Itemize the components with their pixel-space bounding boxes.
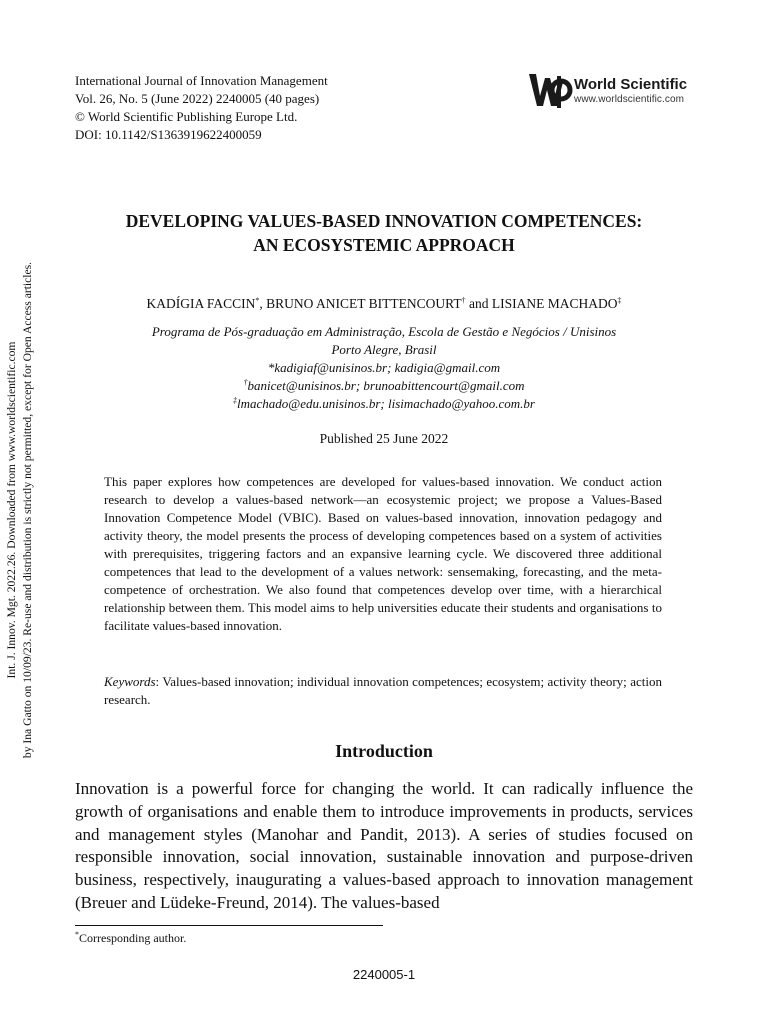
email-text: banicet@unisinos.br; brunoabittencourt@gmail.com — [247, 378, 525, 393]
affiliation-line-2: Porto Alegre, Brasil — [331, 342, 437, 357]
email-line: *kadigiaf@unisinos.br; kadigia@gmail.com — [267, 360, 501, 375]
footnote-divider — [75, 925, 383, 926]
footnote-text: Corresponding author. — [79, 931, 187, 945]
section-heading: Introduction — [335, 741, 433, 761]
download-watermark-line-1: Int. J. Innov. Mgt. 2022.26. Downloaded from www.worldscientific.com — [5, 341, 18, 679]
affiliation — [60, 323, 708, 359]
paper-title-line-1: DEVELOPING VALUES-BASED INNOVATION COMPETENCES: — [125, 211, 643, 231]
world-scientific-logo — [527, 70, 697, 110]
journal-name: International Journal of Innovation Management — [75, 73, 328, 88]
download-watermark — [4, 250, 52, 770]
keywords — [104, 673, 662, 709]
footnote — [75, 931, 186, 946]
author-separator: and — [465, 296, 492, 311]
journal-doi: DOI: 10.1142/S1363919622400059 — [75, 127, 262, 142]
email-mark: † — [243, 378, 248, 387]
world-scientific-logo-icon — [527, 70, 573, 110]
author-emails — [60, 359, 708, 413]
author-name: LISIANE MACHADO — [491, 296, 618, 311]
keywords-text: : Values-based innovation; individual innovation competences; ecosystem; activity theory; action research. — [104, 674, 662, 707]
publisher-name: World Scientific — [574, 76, 688, 93]
footnote-mark: * — [75, 930, 79, 939]
paper-title-line-2: AN ECOSYSTEMIC APPROACH — [253, 235, 515, 255]
abstract: This paper explores how competences are developed for values-based innovation. We conduct action research to develop a values-based network—an ecosystemic project; we propose a Values-Based Innovation Competence Model (VBIC). Based on values-based innovation, innovation pedagogy and activity theory, the model presents the process of developing competences based on a system of activities with prerequisites, triggering factors and an expansive learning cycle. We discovered three additional competences that lead to the development of a values network: sensemaking, forecasting, and the meta-competence of orchestration. We also found that competences develop over time, with a hierarchical relationship between them. This model aims to help universities educate their students and organisations to facilitate values-based innovation. — [104, 474, 662, 633]
author-separator: , — [259, 296, 267, 311]
journal-copyright: © World Scientific Publishing Europe Ltd. — [75, 109, 298, 124]
email-text: lmachado@edu.unisinos.br; lisimachado@yahoo.com.br — [237, 396, 535, 411]
email-line — [60, 395, 708, 413]
paper-title — [60, 209, 708, 257]
author-mark: † — [461, 296, 466, 305]
journal-volume: Vol. 26, No. 5 (June 2022) 2240005 (40 pages) — [75, 91, 320, 106]
author-mark: * — [255, 296, 260, 305]
publisher-url: www.worldscientific.com — [574, 94, 685, 105]
publication-date: Published 25 June 2022 — [319, 431, 449, 446]
author-name: BRUNO ANICET BITTENCOURT — [266, 296, 462, 311]
journal-info — [75, 72, 328, 144]
page-number: 2240005-1 — [352, 967, 416, 982]
author-mark: ‡ — [617, 296, 622, 305]
author-list — [60, 296, 708, 312]
email-mark: ‡ — [233, 396, 237, 405]
affiliation-line-1: Programa de Pós-graduação em Administração, Escola de Gestão e Negócios / Unisinos — [151, 324, 617, 339]
body-paragraph: Innovation is a powerful force for changing the world. It can radically influence the growth of organisations and enable them to introduce improvements in products, services and management styles (Manohar and Pandit, 2013). A series of studies focused on responsible innovation, social innovation, sustainable innovation and purpose-driven business, respectively, inaugurating a values-based approach to innovation management (Breuer and Lüdeke-Freund, 2014). The values-based — [75, 779, 693, 912]
author-name: KADÍGIA FACCIN — [146, 296, 256, 311]
download-watermark-line-2: by Ina Gatto on 10/09/23. Re-use and distribution is strictly not permitted, except for Open Access articles. — [20, 261, 34, 759]
email-line — [60, 377, 708, 395]
keywords-label: Keywords — [104, 674, 156, 689]
